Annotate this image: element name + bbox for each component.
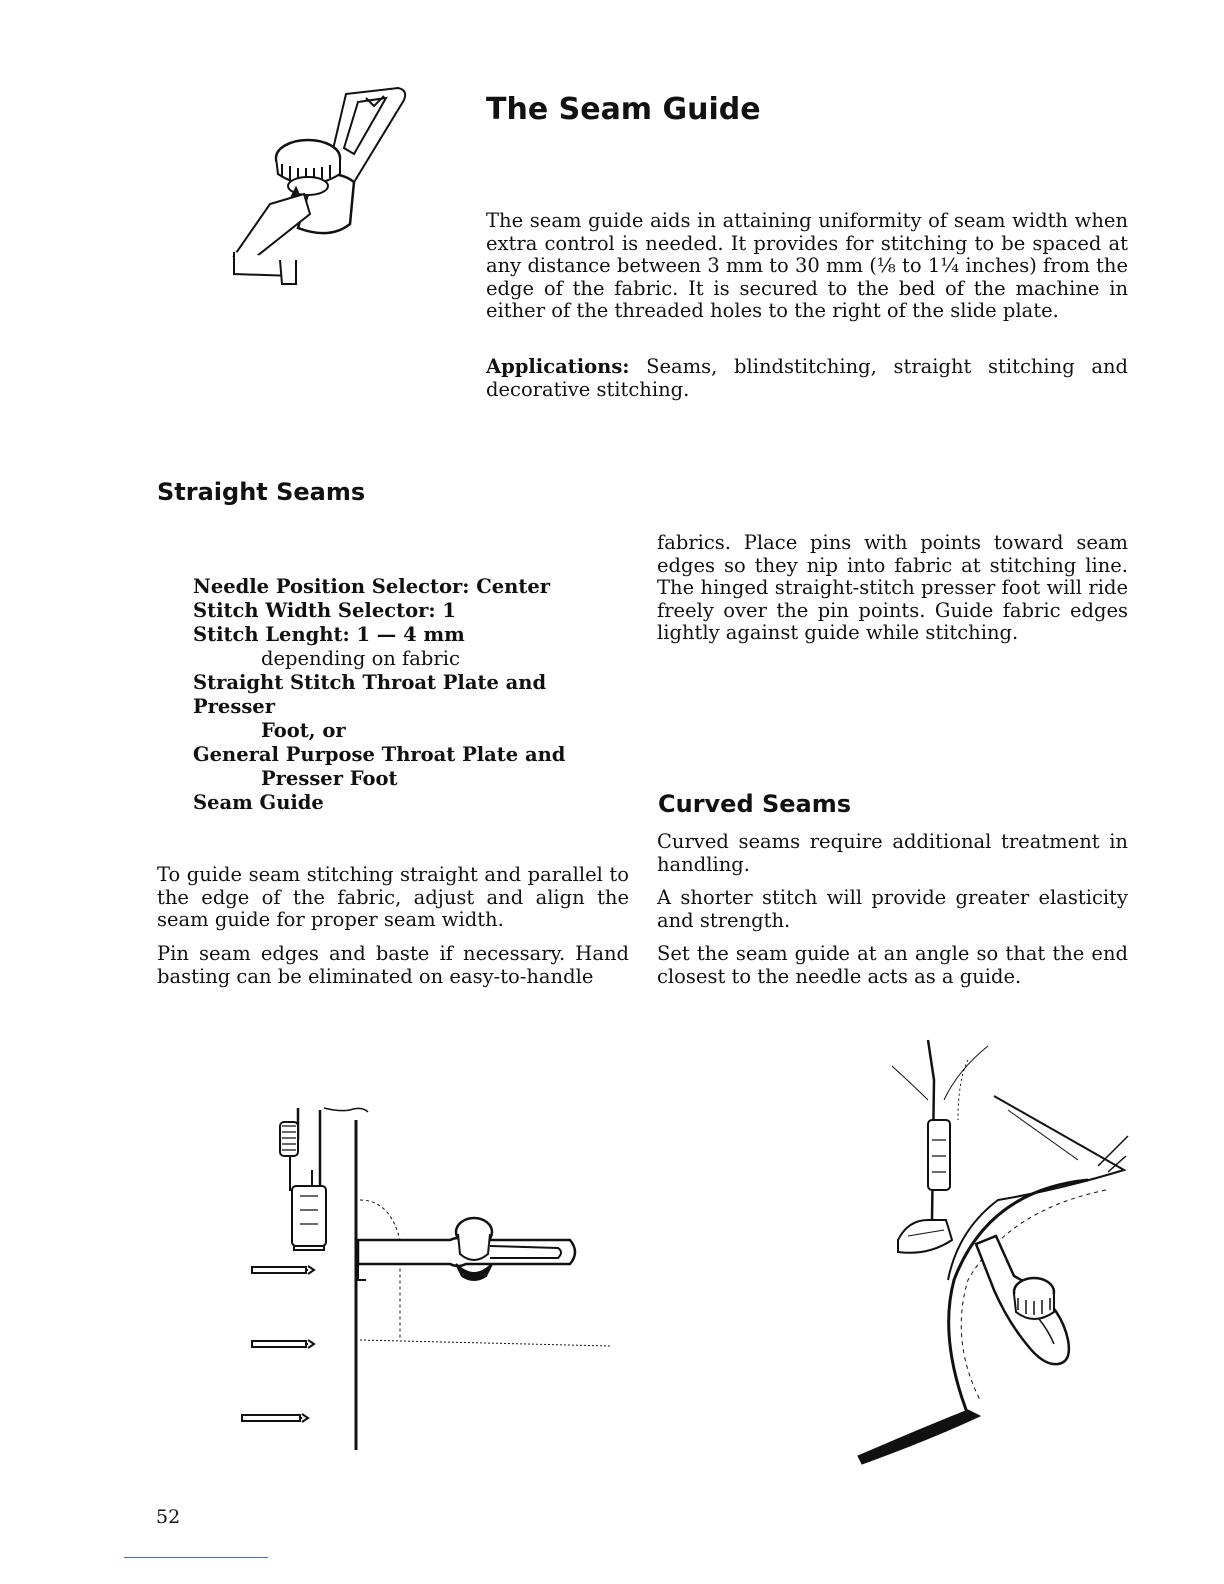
page-title: The Seam Guide <box>486 92 761 127</box>
setting-needle-position: Needle Position Selector: Center <box>193 575 551 598</box>
seam-guide-illustration <box>226 84 416 294</box>
straight-seams-paragraph-1: To guide seam stitching straight and parallel to the edge of the fabric, adjust and align the seam guide for proper seam width. <box>157 863 629 931</box>
applications-paragraph <box>486 356 1128 401</box>
straight-seams-paragraph-3: fabrics. Place pins with points toward seam edges so they nip into fabric at stitching line. The hinged straight-stitch presser foot will ride freely over the pin points. Guide fabric edges lightly against guide while stitching. <box>657 531 1128 644</box>
straight-seams-paragraph-2: Pin seam edges and baste if necessary. Hand basting can be eliminated on easy-to-handle <box>157 942 629 988</box>
setting-straight-plate: Straight Stitch Throat Plate and Presser <box>193 671 547 718</box>
curved-seams-heading: Curved Seams <box>658 790 852 818</box>
setting-stitch-length-note: depending on fabric <box>261 647 460 670</box>
setting-seam-guide: Seam Guide <box>193 791 324 814</box>
curved-seams-paragraph-2: A shorter stitch will provide greater elasticity and strength. <box>657 886 1128 932</box>
setting-stitch-width: Stitch Width Selector: 1 <box>193 599 456 622</box>
footer-rule <box>124 1557 268 1558</box>
page-number: 52 <box>156 1506 181 1528</box>
setting-general-plate: General Purpose Throat Plate and <box>193 743 566 766</box>
intro-paragraph: The seam guide aids in attaining uniformity of seam width when extra control is needed. It provides for stitching to be spaced at any distance between 3 mm to 30 mm (⅛ to 1¼ inches) from the edge of the fabric. It is secured to the bed of the machine in either of the threaded holes to the right of the slide plate. <box>486 209 1128 322</box>
curved-seam-illustration <box>858 1040 1130 1460</box>
applications-label: Applications: <box>486 355 630 378</box>
setting-straight-plate-cont: Foot, or <box>261 719 346 742</box>
straight-seam-illustration <box>250 1100 620 1452</box>
settings-list <box>193 575 633 815</box>
applications-text: Seams, blindstitching, straight stitching and decorative stitching. <box>486 355 1128 401</box>
curved-seams-paragraph-3: Set the seam guide at an angle so that the end closest to the needle acts as a guide. <box>657 942 1128 988</box>
curved-seams-paragraph-1: Curved seams require additional treatment in handling. <box>657 830 1128 876</box>
setting-general-plate-cont: Presser Foot <box>261 767 398 790</box>
straight-seams-heading: Straight Seams <box>157 478 366 506</box>
setting-stitch-length: Stitch Lenght: 1 — 4 mm <box>193 623 465 646</box>
